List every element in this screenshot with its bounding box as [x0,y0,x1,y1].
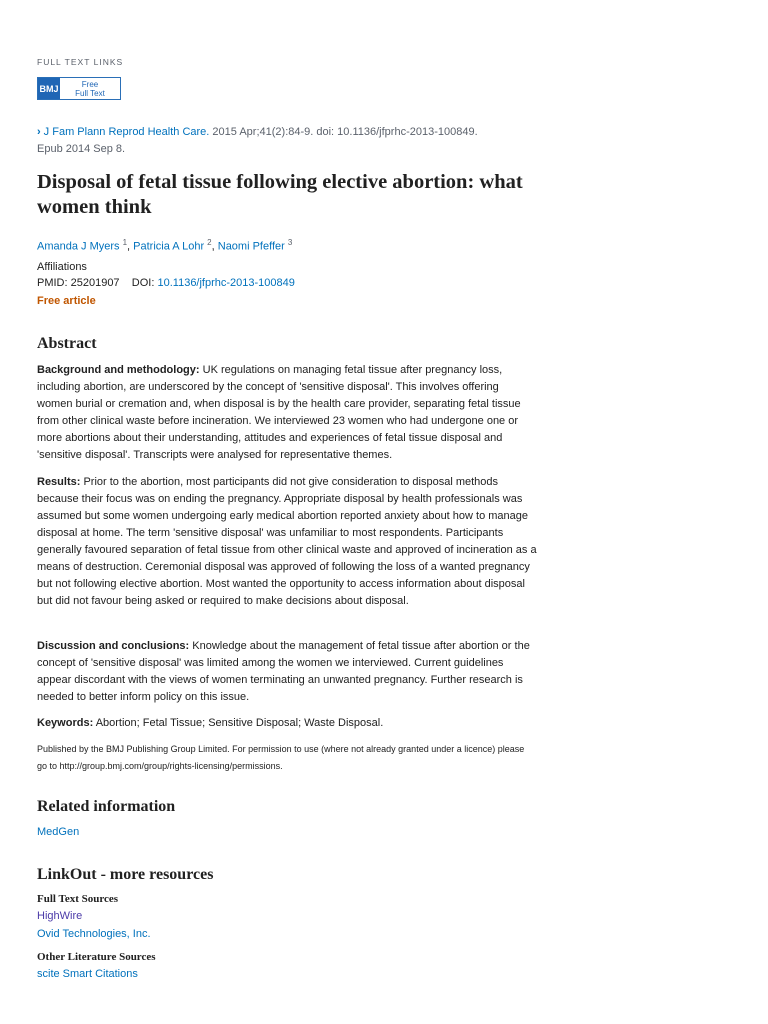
copyright-notice: Published by the BMJ Publishing Group Limited. For permission to use (where not already granted under a licence) please go to http://group.bmj.com/group/rights-licensing/permissions. [37,744,525,771]
linkout-heading: LinkOut - more resources [37,866,214,883]
medgen-link[interactable]: MedGen [37,826,80,838]
ovid-link[interactable]: Ovid Technologies, Inc. [37,928,151,940]
full-text-links-label: FULL TEXT LINKS [37,57,124,67]
abstract-heading: Abstract [37,335,97,352]
doi-link[interactable]: 10.1136/jfprhc-2013-100849 [157,277,295,289]
free-article-badge: Free article [37,295,96,307]
keywords-text: Abortion; Fetal Tissue; Sensitive Disposal; Waste Disposal. [93,717,384,729]
affiliations-toggle[interactable]: Affiliations [37,261,87,273]
author-list: Amanda J Myers $^1$, Patricia A Lohr $^2$, Naomi Pfeffer $^3$ [37,238,293,253]
epub-date: Epub 2014 Sep 8. [37,143,126,155]
article-identifiers [37,277,295,289]
results-text: Prior to the abortion, most participants did not give consideration to disposal methods because their focus was on ending the pregnancy. Appropriate disposal by health professionals was assumed but some women undergoing early medical abortion reported anxiety about how to manage disposal at home. The term 'sensitive disposal' was unfamiliar to most respondents. Participants generally favoured separation of fetal tissue from other clinical waste and approved of incineration as a means of destruction. Ceremonial disposal was approved of following the loss of a wanted pregnancy but not following elective abortion. Most wanted the opportunity to access information about disposal but did not favour being asked or required to make decisions about disposal. [37,476,537,607]
pmid: PMID: 25201907 [37,277,120,289]
badge-line-2: Full Text [75,88,105,98]
citation-details: 2015 Apr;41(2):84-9. doi: 10.1136/jfprhc-2013-100849. [209,126,478,138]
bmj-logo: BMJ [38,78,60,99]
full-text-sources-label: Full Text Sources [37,893,119,905]
results-label: Results: [37,476,81,488]
author-link[interactable]: Patricia A Lohr [133,240,205,253]
abstract-results [37,474,537,610]
page-title: Disposal of fetal tissue following elective abortion: what women think [37,171,523,218]
related-information-heading: Related information [37,798,176,815]
scite-link[interactable]: scite Smart Citations [37,968,138,980]
background-text: UK regulations on managing fetal tissue after pregnancy loss, including abortion, are underscored by the concept of 'sensitive disposal'. This involves offering women burial or cremation and, when disposal is by the health care provider, separating fetal tissue from other clinical waste before incineration. We interviewed 23 women who had undergone one or more abortions about their understanding, attitudes and experiences of fetal tissue disposal and 'sensitive disposal'. Transcripts were analysed for representative themes. [37,364,521,461]
abstract-background [37,362,537,464]
keywords-label: Keywords: [37,717,94,729]
author-affil-number[interactable]: 2 [207,238,212,247]
other-literature-sources-label: Other Literature Sources [37,951,156,963]
journal-link[interactable]: J Fam Plann Reprod Health Care. [43,126,210,138]
discussion-text: Knowledge about the management of fetal tissue after abortion or the concept of 'sensitive disposal' was limited among the women we interviewed. Current guidelines appear discordant with the views of women terminating an unwanted pregnancy. Further research is needed to better inform policy on this issue. [37,640,530,703]
bmj-free-full-text-button[interactable] [37,77,121,100]
doi-label: DOI: [131,277,155,289]
author-link[interactable]: Amanda J Myers [37,240,120,253]
highwire-link[interactable]: HighWire [37,910,83,922]
chevron-right-icon: › [37,126,41,138]
author-affil-number[interactable]: 1 [122,238,128,247]
author-link[interactable]: Naomi Pfeffer [217,240,285,253]
author-affil-number[interactable]: 3 [287,238,293,247]
citation [37,124,507,158]
discussion-label: Discussion and conclusions: [37,640,190,652]
abstract-keywords [37,715,537,732]
bmj-badge-text [60,78,120,99]
background-label: Background and methodology: [37,364,200,376]
abstract-discussion [37,638,537,706]
badge-line-1: Free [81,79,99,89]
